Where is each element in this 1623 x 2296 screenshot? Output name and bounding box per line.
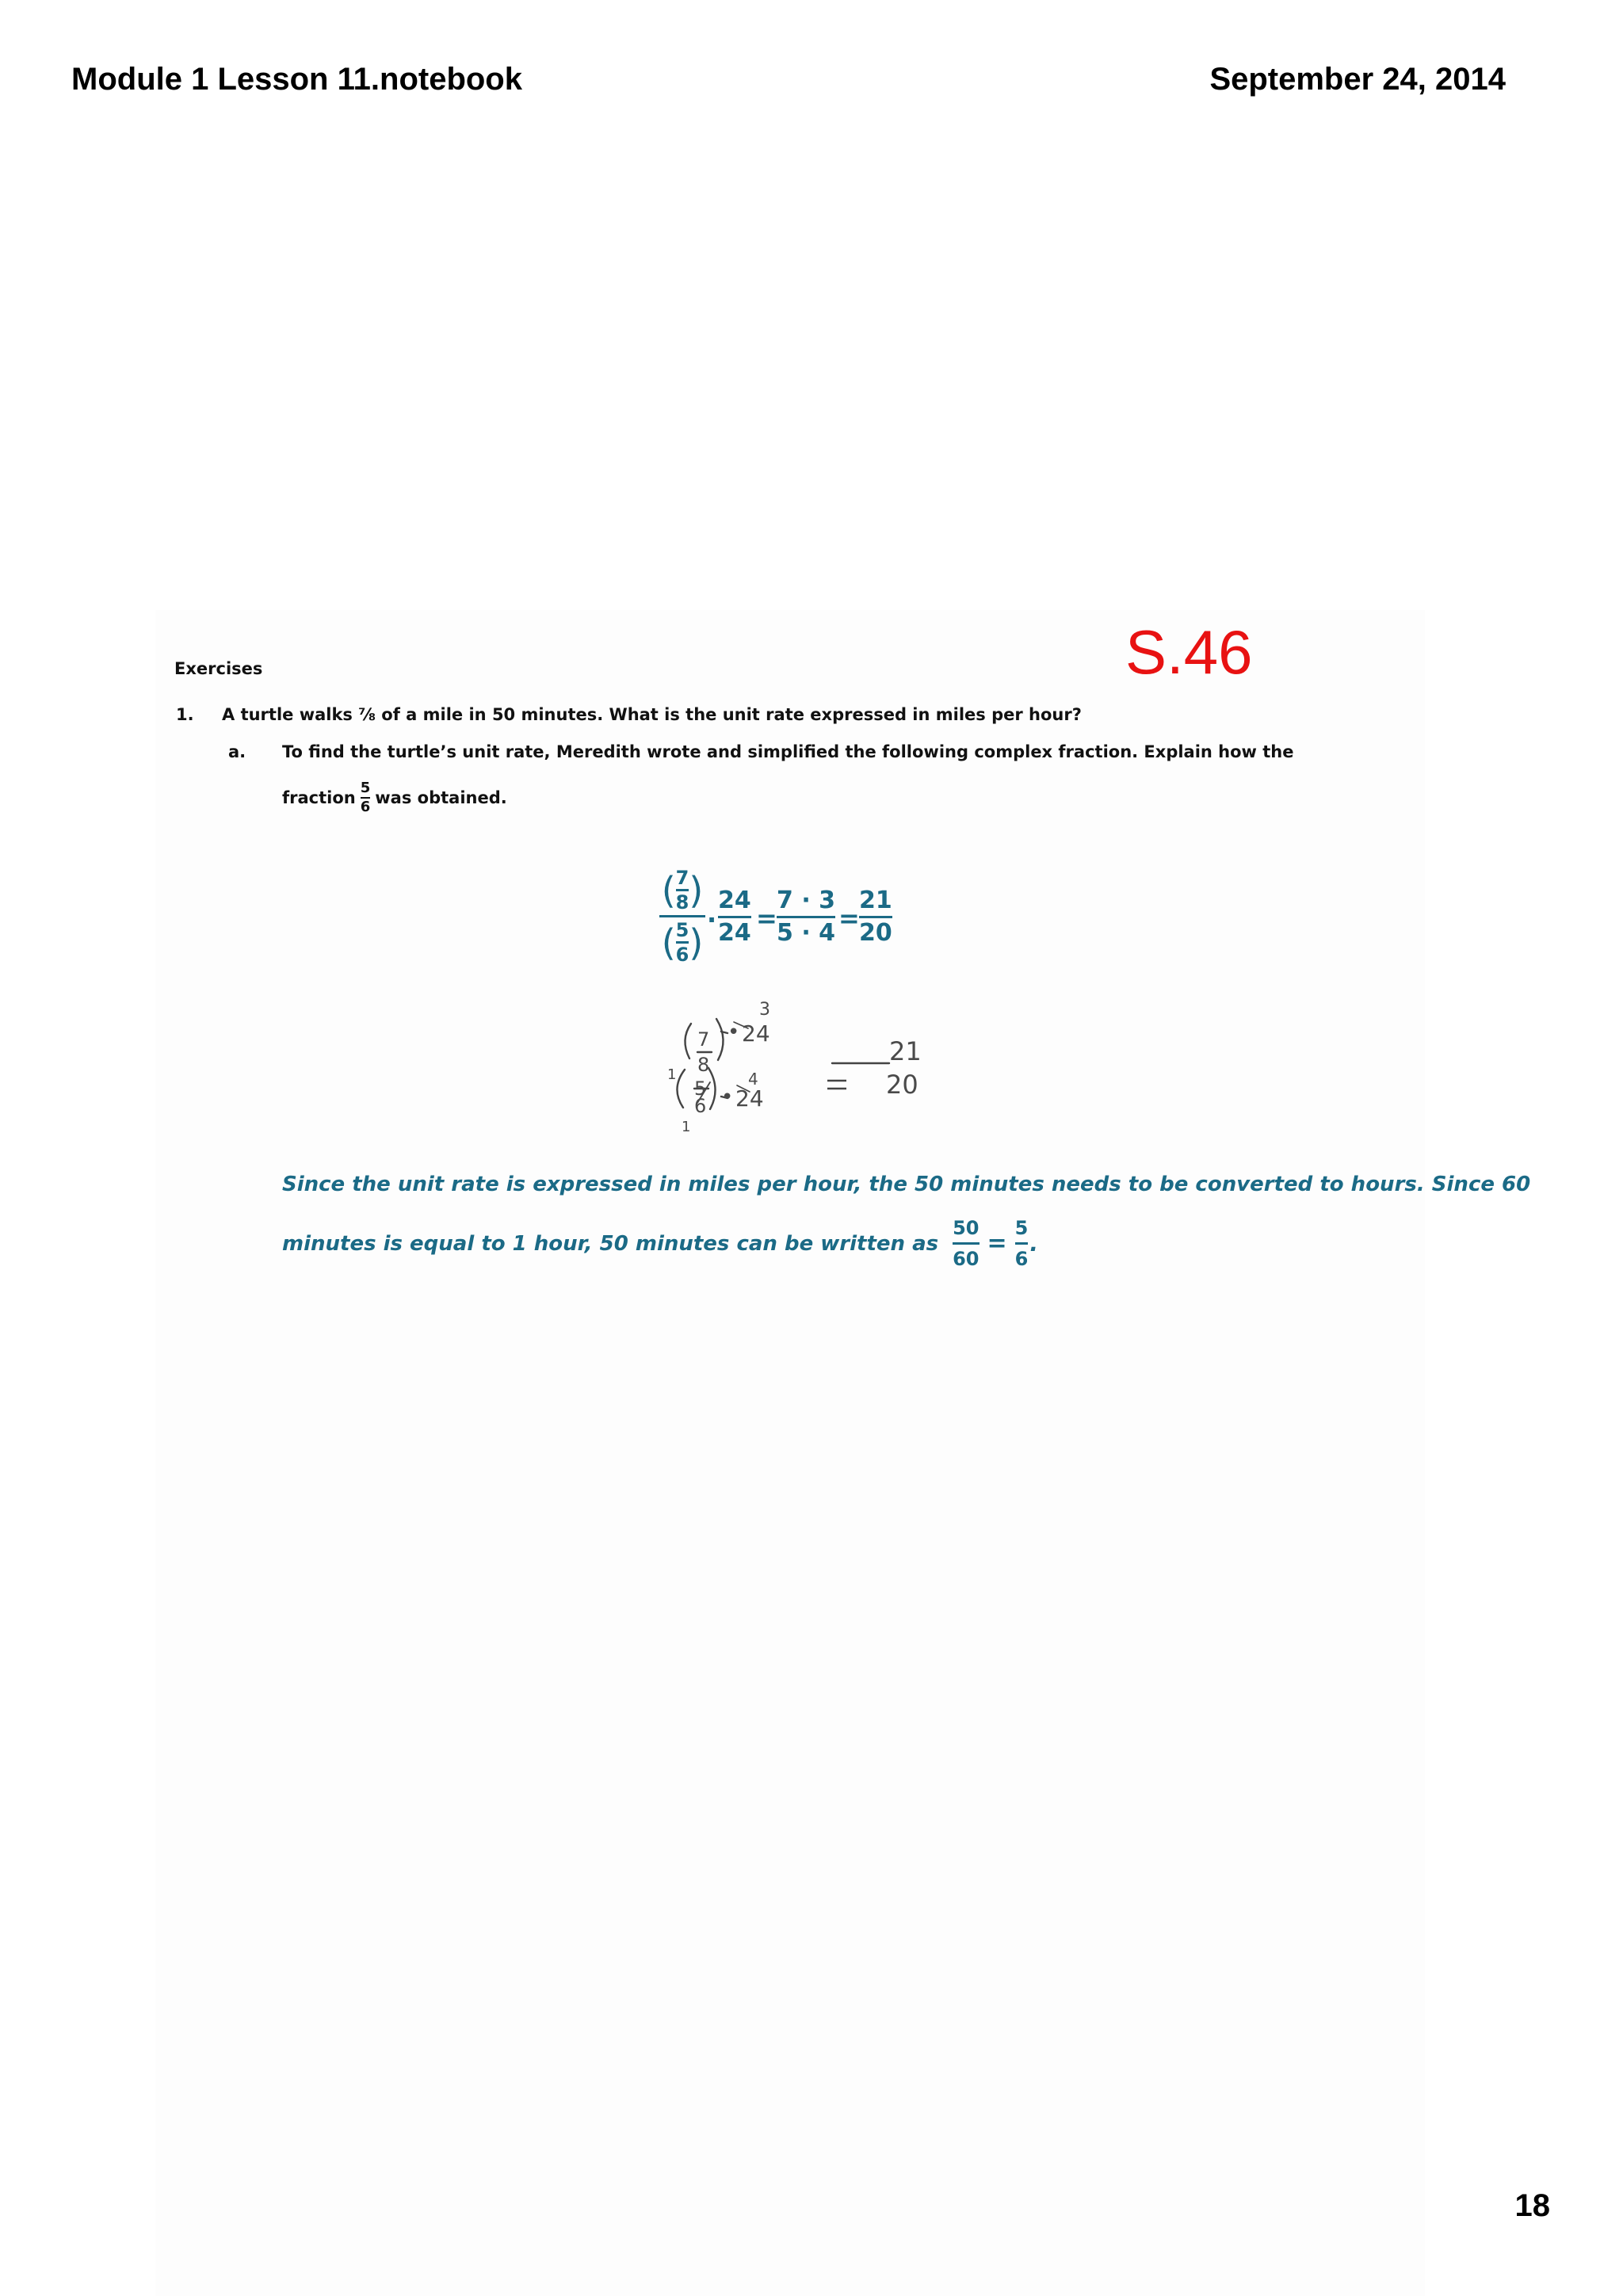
part-text-word: fraction <box>282 788 356 807</box>
hw-mult-top: 24 <box>742 1020 770 1047</box>
outer-den-num: 5 <box>675 919 689 941</box>
explanation-equals: = <box>987 1230 1007 1257</box>
outer-num-den: 8 <box>675 891 689 913</box>
explanation-line-2 <box>282 1219 1038 1268</box>
complex-fraction-den: ( 5 6 ) <box>661 919 704 966</box>
explanation-frac1-den: 60 <box>953 1248 980 1270</box>
hw-cancel-bot: 4 <box>748 1070 758 1089</box>
result-den: 20 <box>859 919 892 947</box>
handwritten-work <box>666 1000 935 1150</box>
dot-operator: · <box>707 905 717 935</box>
notebook-date: September 24, 2014 <box>1209 62 1506 97</box>
inline-fraction <box>361 781 371 814</box>
multiplier-num: 24 <box>718 887 751 914</box>
notebook-title: Module 1 Lesson 11.notebook <box>71 62 522 97</box>
multiplier-den: 24 <box>718 919 751 947</box>
part-text: To find the turtle’s unit rate, Meredith wrote and simplified the following complex fraction. Explain how the <box>282 742 1294 761</box>
hw-cancel-top: 3 <box>759 1000 770 1020</box>
part-text-continued <box>282 781 507 814</box>
part-text-end: was obtained. <box>375 788 507 807</box>
inline-fraction-den: 6 <box>360 799 371 815</box>
step-num: 7 · 3 <box>777 887 836 914</box>
equals-sign-1: = <box>756 903 777 933</box>
hw-top-den: 8 <box>697 1054 710 1076</box>
step-den: 5 · 4 <box>777 919 836 947</box>
explanation-frac2-den: 6 <box>1014 1248 1029 1270</box>
hw-one-top: 1 <box>667 1066 677 1083</box>
hw-top-num: 7 <box>697 1028 710 1051</box>
explanation-frac2-num: 5 <box>1014 1217 1029 1239</box>
worksheet-image <box>155 610 1425 2296</box>
exercises-heading: Exercises <box>174 659 263 678</box>
step-fraction <box>777 889 835 945</box>
explanation-line-1: Since the unit rate is expressed in miles per hour, the 50 minutes needs to be converted to hours. Since 60 <box>282 1173 1531 1196</box>
complex-fraction-num: ( 7 8 ) <box>661 867 704 913</box>
complex-fraction <box>659 868 705 964</box>
hw-equals-strokes <box>826 1076 850 1092</box>
hw-dot-bot: • <box>721 1085 734 1109</box>
question-number: 1. <box>176 705 194 724</box>
explanation-fraction-1 <box>953 1219 979 1268</box>
hw-result-num: 21 <box>889 1036 922 1066</box>
outer-den-den: 6 <box>675 944 689 966</box>
hw-result-den: 20 <box>886 1070 918 1100</box>
hw-dot-top: • <box>727 1020 740 1044</box>
page-number: 18 <box>1514 2188 1550 2223</box>
typeset-equation <box>650 868 903 979</box>
explanation-fraction-2 <box>1015 1219 1029 1268</box>
hw-one-bot: 1 <box>682 1119 691 1135</box>
hw-bot-num: 5 <box>694 1077 707 1100</box>
result-num: 21 <box>859 887 892 914</box>
explanation-line-2-text: minutes is equal to 1 hour, 50 minutes can be written as <box>282 1231 939 1256</box>
slide-reference: S.46 <box>1125 617 1253 687</box>
part-letter: a. <box>228 742 246 761</box>
outer-num-num: 7 <box>675 867 689 889</box>
hw-bot-den: 6 <box>694 1095 707 1117</box>
result-fraction <box>859 889 892 945</box>
explanation-frac1-num: 50 <box>953 1217 980 1239</box>
multiplier-fraction <box>718 889 751 945</box>
inline-fraction-num: 5 <box>360 780 371 796</box>
hw-mult-bot: 24 <box>735 1085 764 1112</box>
equals-sign-2: = <box>838 903 860 933</box>
question-text: A turtle walks ⅞ of a mile in 50 minutes. What is the unit rate expressed in miles per hour? <box>222 705 1082 724</box>
explanation-period: . <box>1029 1230 1038 1257</box>
